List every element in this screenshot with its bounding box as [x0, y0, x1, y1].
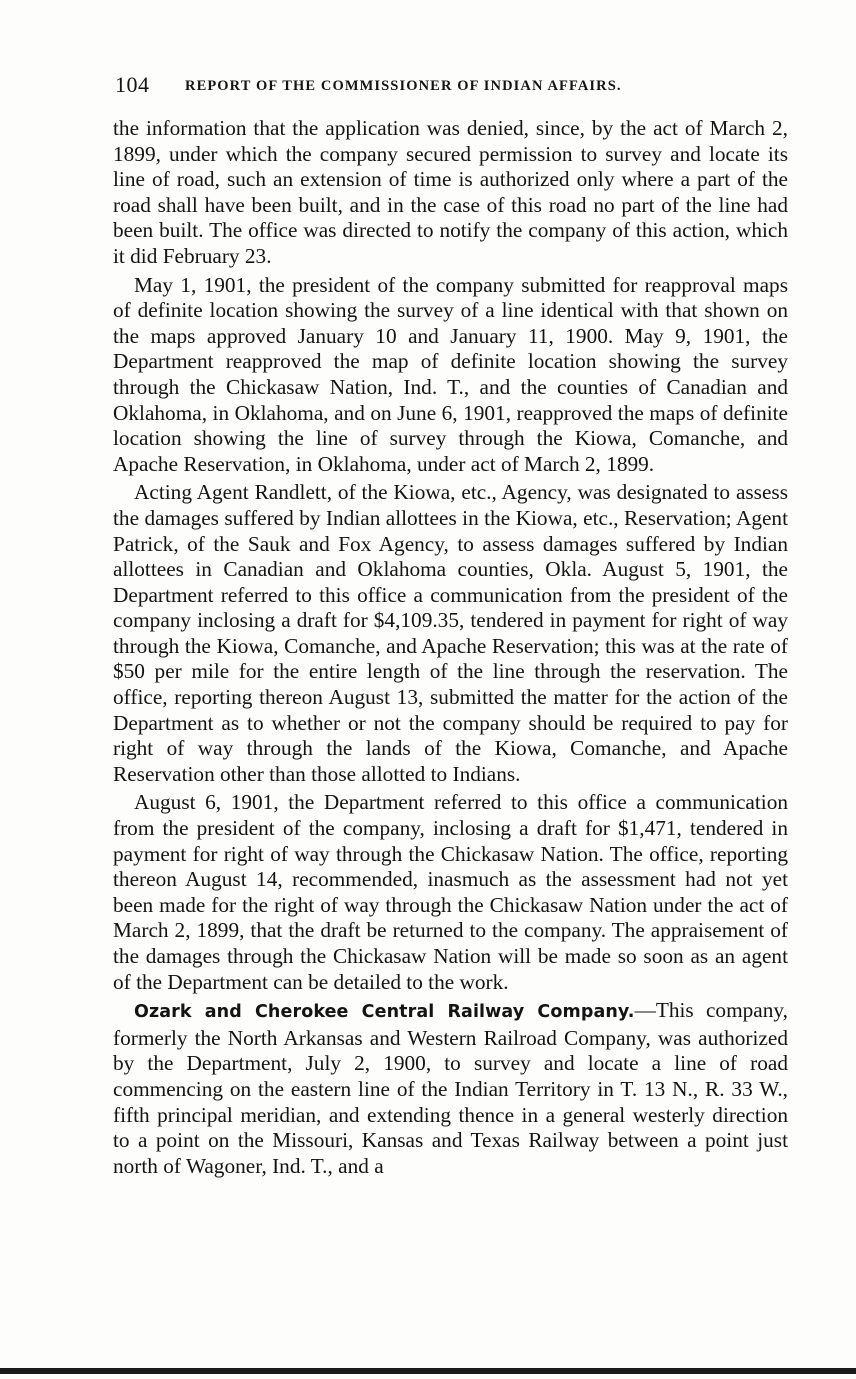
- running-title: REPORT OF THE COMMISSIONER OF INDIAN AFFAIRS.: [185, 78, 622, 94]
- paragraph-chickasaw-draft-text: August 6, 1901, the Department referred to this office a communication from the president of the company, inclosing a draft for $1,471, tendered in payment for right of way through the Chickasaw Nation. The office, reporting thereon August 14, recommended, inasmuch as the assessment had not yet been made for the right of way through the Chickasaw Nation under the act of March 2, 1899, that the draft be returned to the company. The appraisement of the damages through the Chickasaw Nation will be made so soon as an agent of the Department can be detailed to the work.: [113, 790, 788, 994]
- section-heading: Ozark and Cherokee Central Railway Company.: [134, 1002, 635, 1023]
- page-header: [115, 72, 795, 102]
- paragraph-chickasaw-draft: [113, 790, 788, 995]
- page-number: 104: [115, 72, 150, 97]
- paragraph-damages: Acting Agent Randlett, of the Kiowa, etc., Agency, was designated to assess the damages suffered by Indian allottees in the Kiowa, etc., Reservation; Agent Patrick, of the Sauk and Fox Agency, to assess damages suffered by Indian allottees in Canadian and Oklahoma counties, Okla. August 5, 1901, the Department referred to this office a communication from the president of the company inclosing a draft for $4,109.35, tendered in payment for right of way through the Kiowa, Comanche, and Apache Reservation; this was at the rate of $50 per mile for the entire length of the line through the reservation. The office, reporting thereon August 13, submitted the matter for the action of the Department as to whether or not the company should be required to pay for right of way through the lands of the Kiowa, Comanche, and Apache Reservation other than those allotted to Indians.: [113, 480, 788, 786]
- paragraph-ozark-text: —This company, formerly the North Arkansas and Western Railroad Company, was authorized by the Department, July 2, 1900, to survey and locate a line of road commencing on the eastern line of the Indian Territory in T. 13 N., R. 33 W., fifth principal meridian, and extending thence in a general westerly direction to a point on the Missouri, Kansas and Texas Railway between a point just north of Wagoner, Ind. T., and a: [113, 998, 788, 1178]
- bottom-border: [0, 1368, 856, 1374]
- body-text: [113, 116, 788, 1179]
- paragraph-ozark: [113, 998, 788, 1179]
- paragraph-continuation: the information that the application was denied, since, by the act of March 2, 1899, under which the company secured permission to survey and locate its line of road, such an extension of time is authorized only where a part of the road shall have been built, and in the case of this road no part of the line had been built. The office was directed to notify the company of this action, which it did February 23.: [113, 116, 788, 268]
- paragraph-reapproval: May 1, 1901, the president of the company submitted for reapproval maps of definite location showing the survey of a line identical with that shown on the maps approved January 10 and January 11, 1900. May 9, 1901, the Department reapproved the map of definite location showing the survey through the Chickasaw Nation, Ind. T., and the counties of Canadian and Oklahoma, in Oklahoma, and on June 6, 1901, reapproved the maps of definite location showing the line of survey through the Kiowa, Comanche, and Apache Reservation, in Oklahoma, under act of March 2, 1899.: [113, 272, 788, 476]
